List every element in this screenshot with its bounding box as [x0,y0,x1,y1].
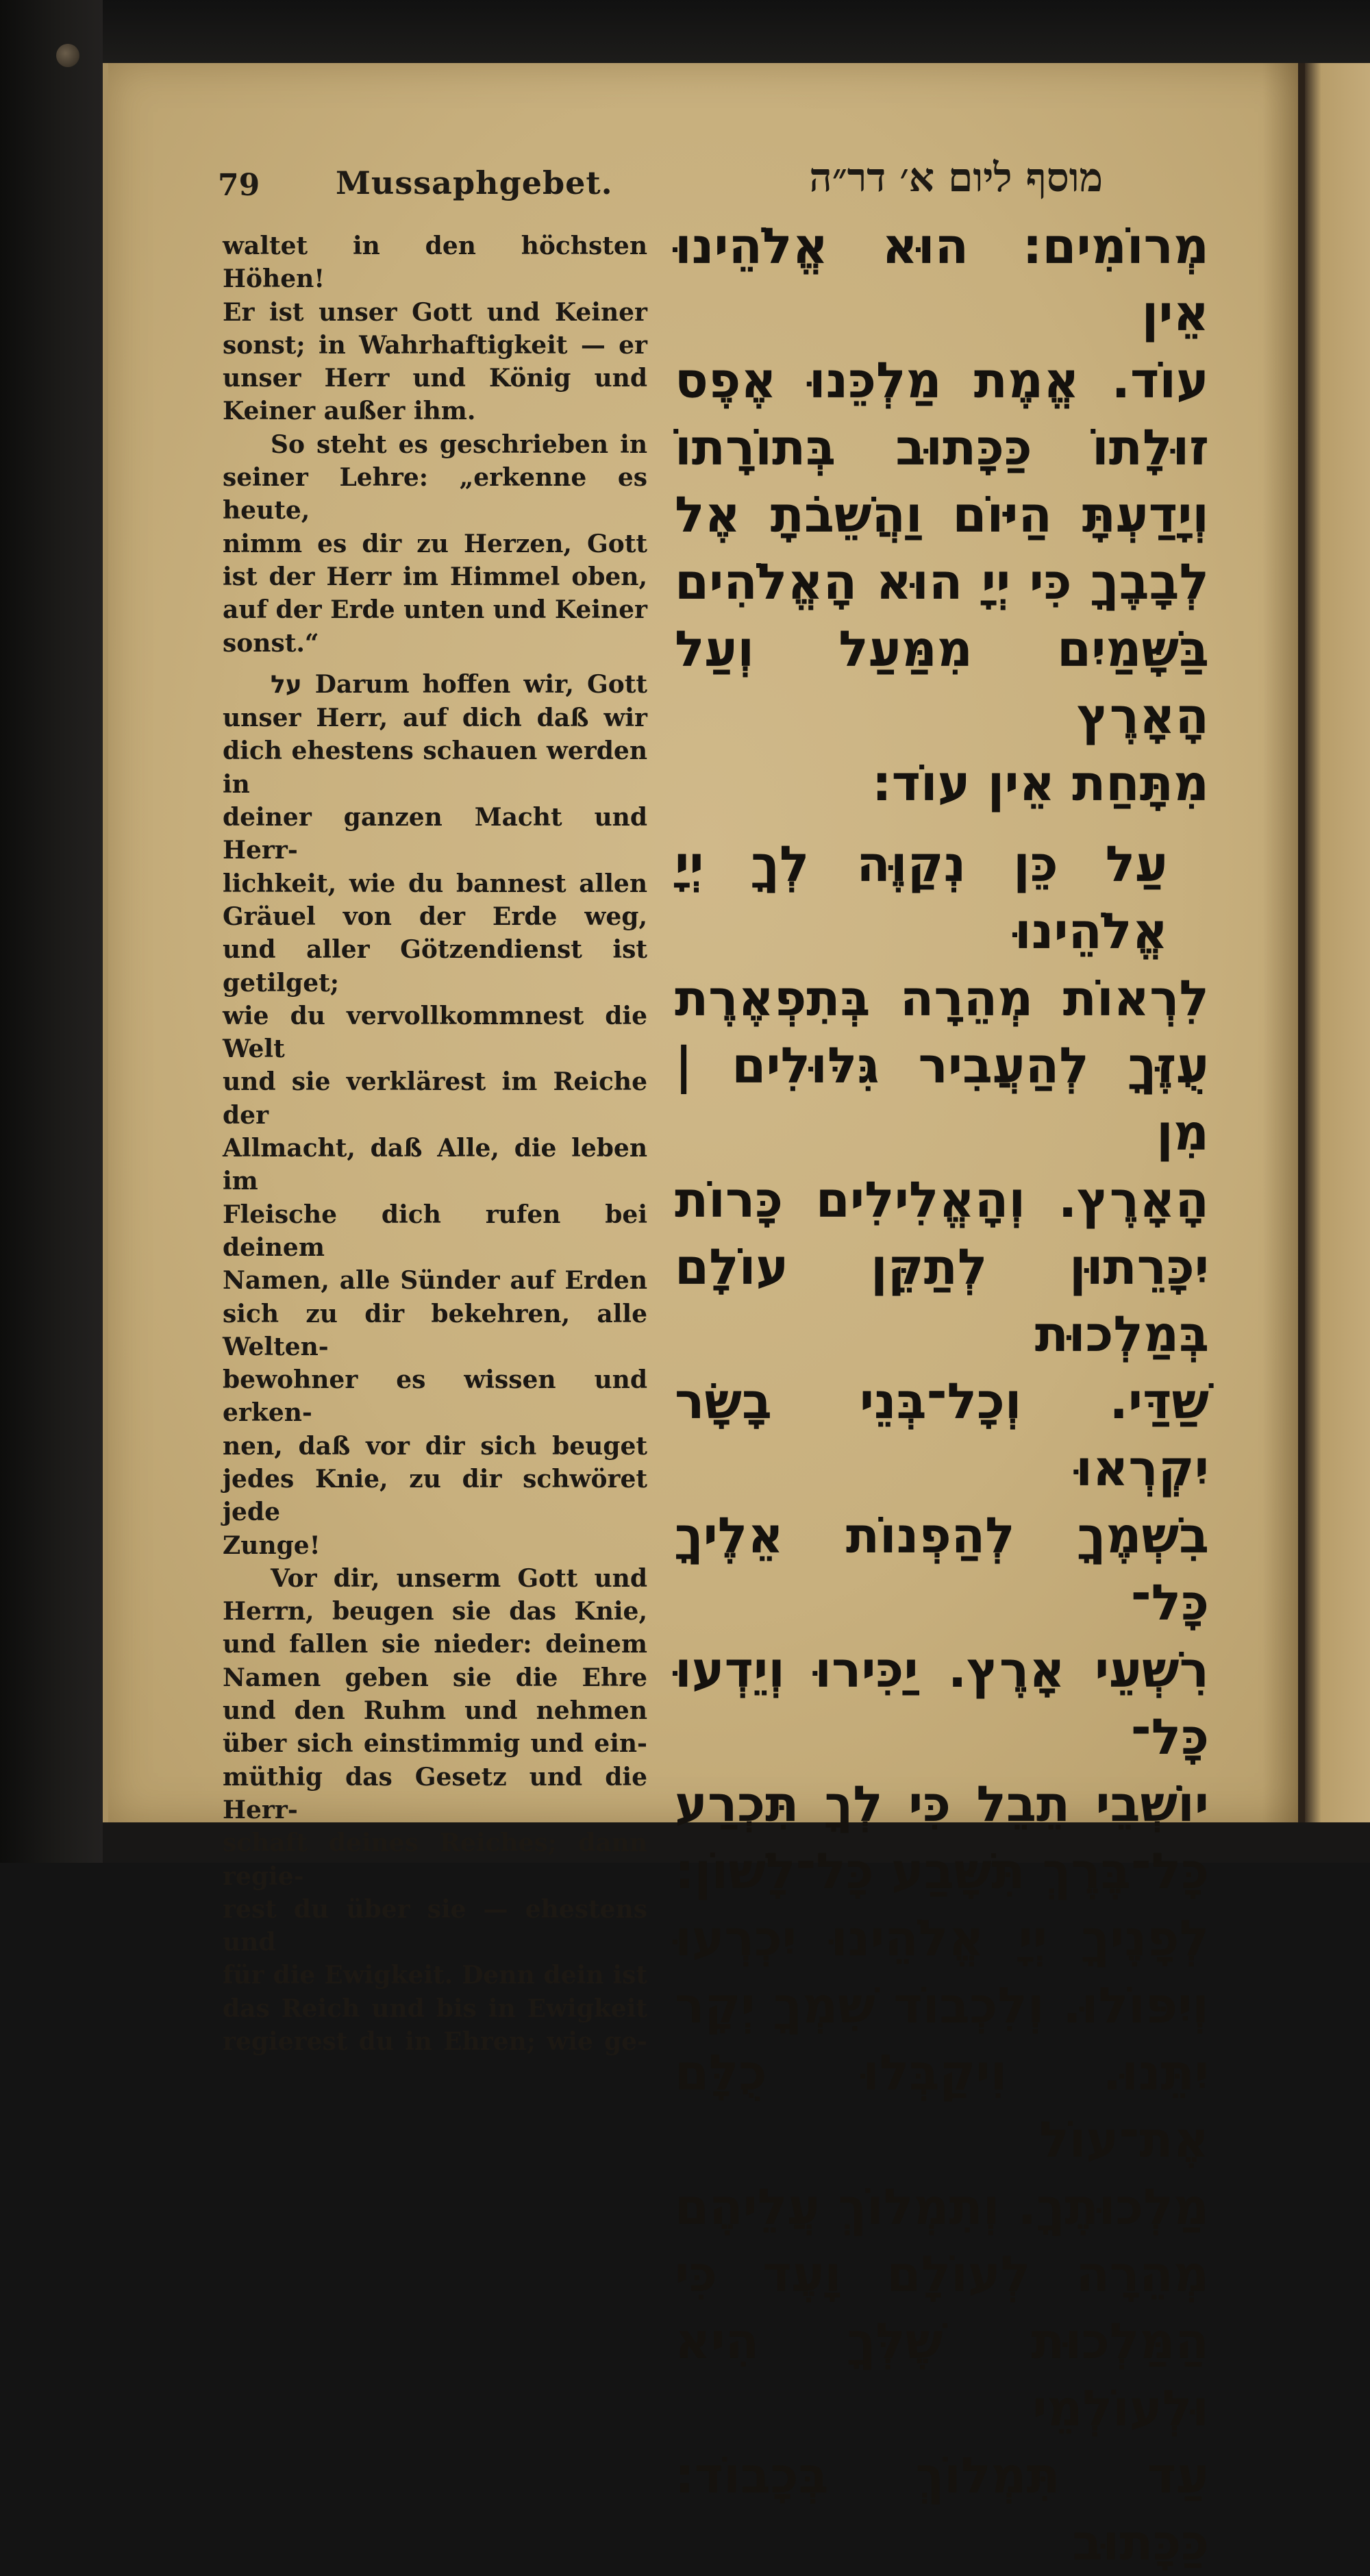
hebrew-line: מִתָּחַת אֵין עוֹד: [871,754,1209,812]
german-line: Er ist unser Gott und Keiner [223,297,647,327]
hebrew-prayer-column [675,212,1209,2576]
german-line: Zunge! [223,1531,321,1560]
german-line: sonst; in Wahrhaftigkeit — er [223,330,647,360]
german-line: waltet in den höchsten Höhen! [223,232,647,294]
hebrew-line: וְיִפּוֹלוּ. וְלִכְבוֹד שִׁמְךָ יְקָר [675,1977,1209,2034]
hebrew-line: יִכָּרֵתוּן לְתַקֵּן עוֹלָם בְּמַלְכוּת [675,1238,1209,1363]
hebrew-line: בִשְׁמֶךָ לְהַפְנוֹת אֵלֶיךָ כָּל־ [675,1507,1209,1631]
hebrew-line: כָּל־בֶּרֶךְ תִּשָּׁבַע כָּל־לָשׁוֹן: [675,1842,1209,1900]
page-number: 79 [218,168,260,203]
german-line: deiner ganzen Macht und Herr- [223,803,647,865]
german-line: rest du über sie — ehestens und [223,1894,647,1957]
running-title: Mussaphgebet. [336,164,613,201]
german-line: dich ehestens schauen werden in [223,736,647,799]
german-line: lichkeit, wie du bannest allen [223,869,647,898]
hebrew-line: עַל כֵּן נְקַוֶּה לְךָ יְיָ אֱלֹהֵינוּ [675,835,1168,960]
hebrew-line: עֻזֶּךָ לְהַעֲבִיר גִּלּוּלִים | מִן [675,1037,1209,1161]
german-line: jedes Knie, zu dir schwöret jede [223,1464,647,1527]
hebrew-line: יוֹשְׁבֵי תֵבֵל כִּי לְךָ תִּכְרַע [675,1775,1209,1833]
german-line: das Reich und bis in Ewigkeit [223,1994,647,2023]
hebrew-line: מַלְכוּתֶךָ. וְתִמְלוֹךְ עֲלֵיהֶם [675,2178,1209,2236]
hebrew-line: שַׁדַּי. וְכָל־בְּנֵי בָשָׂר יִקְרְאוּ [675,1372,1209,1497]
german-line: So steht es geschrieben in [271,430,647,459]
german-line: Herrn, beugen sie das Knie, [223,1597,647,1626]
german-line: für die Ewigkeit. Denn dein ist [223,1961,647,1990]
german-line: Namen geben sie die Ehre [223,1663,647,1692]
german-line: schaft deines Reiches; dann regie- [223,1829,647,1891]
german-line: sonst.“ [223,628,319,658]
german-line: und fallen sie nieder: deinem [223,1630,647,1659]
german-line: müthig das Gesetz und die Herr- [223,1762,647,1824]
hebrew-line: מְהֵרָה לְעוֹלָם וָעֶד כִּי [675,2245,1209,2303]
hebrew-line: עַד תִּמְלוֹךְ בְּכָבוֹד: כַּכָּתוּב [675,2447,1209,2571]
german-line: Fleische dich rufen bei deinem [223,1200,647,1262]
german-line: nimm es dir zu Herzen, Gott [223,529,647,558]
german-line: Vor dir, unserm Gott und [271,1563,647,1593]
hebrew-cue-marker: על [271,670,302,699]
german-line: bewohner es wissen und erken- [223,1365,647,1428]
book-cover-left-edge [0,0,103,1863]
hebrew-line: רִשְׁעֵי אָרֶץ. יַכִּירוּ וְיֵדְעוּ כָּל־ [675,1641,1209,1766]
cover-rivet [56,44,79,67]
page-gutter-shadow [1262,63,1304,1822]
german-line-with-marker [223,668,647,702]
german-line: wie du vervollkommnest die Welt [223,1001,647,1064]
book-spine [1298,63,1305,1822]
german-line: sich zu dir bekehren, alle Welten- [223,1299,647,1361]
facing-page-edge [1305,63,1370,1822]
german-line: Allmacht, daß Alle, die leben im [223,1134,647,1196]
german-line: Keiner außer ihm. [223,397,476,426]
hebrew-line: לִרְאוֹת מְהֵרָה בְּתִפְאֶרֶת [675,969,1209,1027]
book-cover-top-edge [0,0,1370,69]
hebrew-line: יִתֵּנוּ. וִיקַבְּלוּ כֻלָּם אֶת־עוֹל [675,2044,1209,2168]
hebrew-line: זוּלָתוֹ כַּכָּתוּב בְּתוֹרָתוֹ [675,419,1209,476]
german-line: regierest du in Ehren; wie ge- [223,2027,647,2057]
hebrew-line: הָאָרֶץ. וְהָאֱלִילִים כָּרוֹת [675,1171,1209,1228]
hebrew-line: וְיָדַעְתָּ הַיּוֹם וַהֲשֵׁבֹתָ אֶל [675,486,1209,543]
german-line: und sie verklärest im Reiche der [223,1067,647,1130]
german-line: Gräuel von der Erde weg, [223,902,647,931]
german-line: ist der Herr im Himmel oben, [223,562,647,591]
german-line: nen, daß vor dir sich beuget [223,1431,647,1461]
german-line: und den Ruhm und nehmen [223,1696,647,1726]
german-line: unser Herr und König und [223,364,647,393]
hebrew-line: הַמַּלְכוּת שֶׁלְּךָ הִיא וּלְעוֹלְמֵי [675,2312,1209,2437]
german-line: auf der Erde unten und Keiner [223,595,647,625]
hebrew-line: לְבָבֶךָ כִּי יְיָ הוּא הָאֱלֹהִים [675,553,1209,610]
hebrew-line: לְפָנֶיךָ יְיָ אֱלֹהֵינוּ יִכְרְעוּ [675,1909,1209,1967]
german-line: unser Herr, auf dich daß wir [223,704,647,733]
german-line: Darum hoffen wir, Gott [314,669,647,699]
german-line: seiner Lehre: „erkenne es heute, [223,463,647,525]
hebrew-running-title: מוסף ליום א׳ דר״ה [809,154,1103,201]
german-line: und aller Götzendienst ist getilget; [223,935,647,998]
german-translation-column [223,230,647,2058]
german-line: Namen, alle Sünder auf Erden [223,1266,647,1296]
hebrew-line: עוֹד. אֱמֶת מַלְכֵּנוּ אֶפֶס [675,351,1209,409]
hebrew-line: בַּשָּׁמַיִם מִמַּעַל וְעַל הָאָרֶץ [675,620,1209,745]
hebrew-line: מְרוֹמִים: הוּא אֱלֹהֵינוּ אֵין [675,217,1209,342]
german-line: über sich einstimmig und ein- [223,1729,647,1759]
